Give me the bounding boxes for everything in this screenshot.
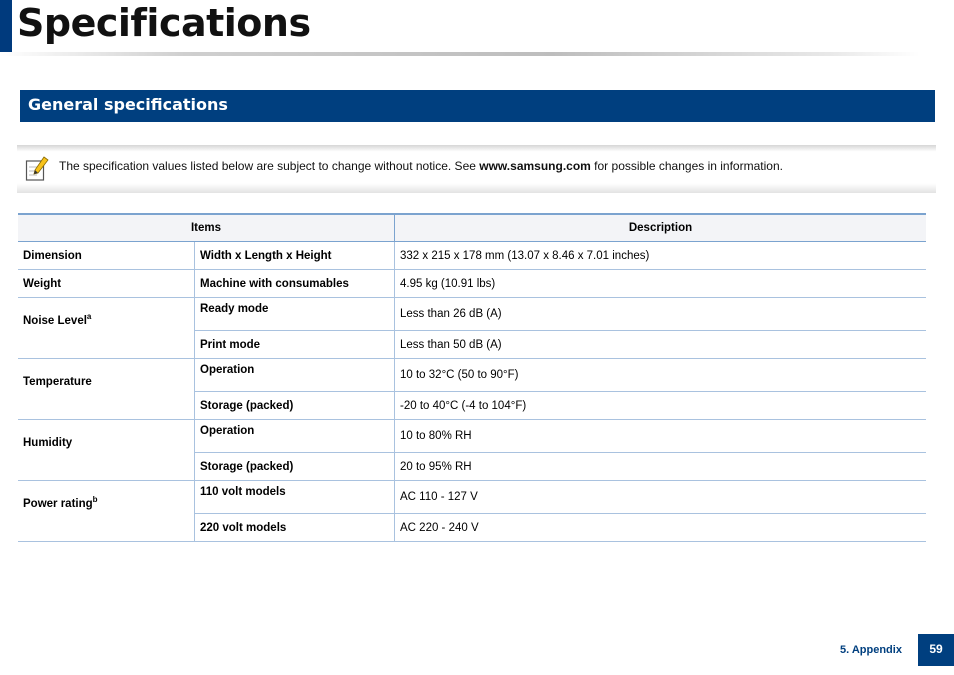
table-header-row [18,214,926,242]
table-row [18,420,926,453]
page-title: Specifications [17,1,311,45]
group-label: Power rating [23,498,93,510]
row-value: AC 220 - 240 V [395,514,927,542]
row-group-humidity: Humidity [18,420,195,481]
row-value: 10 to 80% RH [395,420,927,453]
row-label: Print mode [195,331,395,359]
row-value: -20 to 40°C (-4 to 104°F) [395,392,927,420]
footer-chapter-label: 5. Appendix [840,644,902,656]
row-value: 10 to 32°C (50 to 90°F) [395,359,927,392]
row-label: 110 volt models [195,481,395,514]
row-group-weight: Weight [18,270,195,298]
table-row [18,298,926,331]
row-label: Machine with consumables [195,270,395,298]
row-label: Storage (packed) [195,453,395,481]
section-header [20,90,935,122]
row-value: 332 x 215 x 178 mm (13.07 x 8.46 x 7.01 inches) [395,242,927,270]
page-number: 59 [918,634,954,666]
row-label: Ready mode [195,298,395,331]
row-group-noise-level [18,298,195,359]
row-label: Operation [195,359,395,392]
row-group-power-rating [18,481,195,542]
row-group-temperature: Temperature [18,359,195,420]
note-text-after: for possible changes in information. [590,159,783,173]
row-value: AC 110 - 127 V [395,481,927,514]
row-value: 20 to 95% RH [395,453,927,481]
group-label: Noise Level [23,315,87,327]
spec-table [18,213,926,542]
row-label: 220 volt models [195,514,395,542]
table-row [18,242,926,270]
table-row [18,270,926,298]
row-label: Storage (packed) [195,392,395,420]
row-value: 4.95 kg (10.91 lbs) [395,270,927,298]
header-description: Description [395,214,927,242]
title-accent-bar [0,0,12,52]
header-items: Items [18,214,395,242]
footnote-marker: b [92,495,98,505]
note-text-before: The specification values listed below are subject to change without notice. See [59,159,480,173]
row-group-dimension: Dimension [18,242,195,270]
row-value: Less than 26 dB (A) [395,298,927,331]
row-value: Less than 50 dB (A) [395,331,927,359]
note-box [17,145,936,193]
row-label: Width x Length x Height [195,242,395,270]
samsung-link[interactable]: www.samsung.com [479,159,591,173]
note-pencil-icon [25,156,49,182]
title-divider [0,52,920,56]
table-row [18,359,926,392]
note-text [59,159,783,173]
footnote-marker: a [86,312,92,322]
table-row [18,481,926,514]
row-label: Operation [195,420,395,453]
section-title: General specifications [28,95,228,114]
